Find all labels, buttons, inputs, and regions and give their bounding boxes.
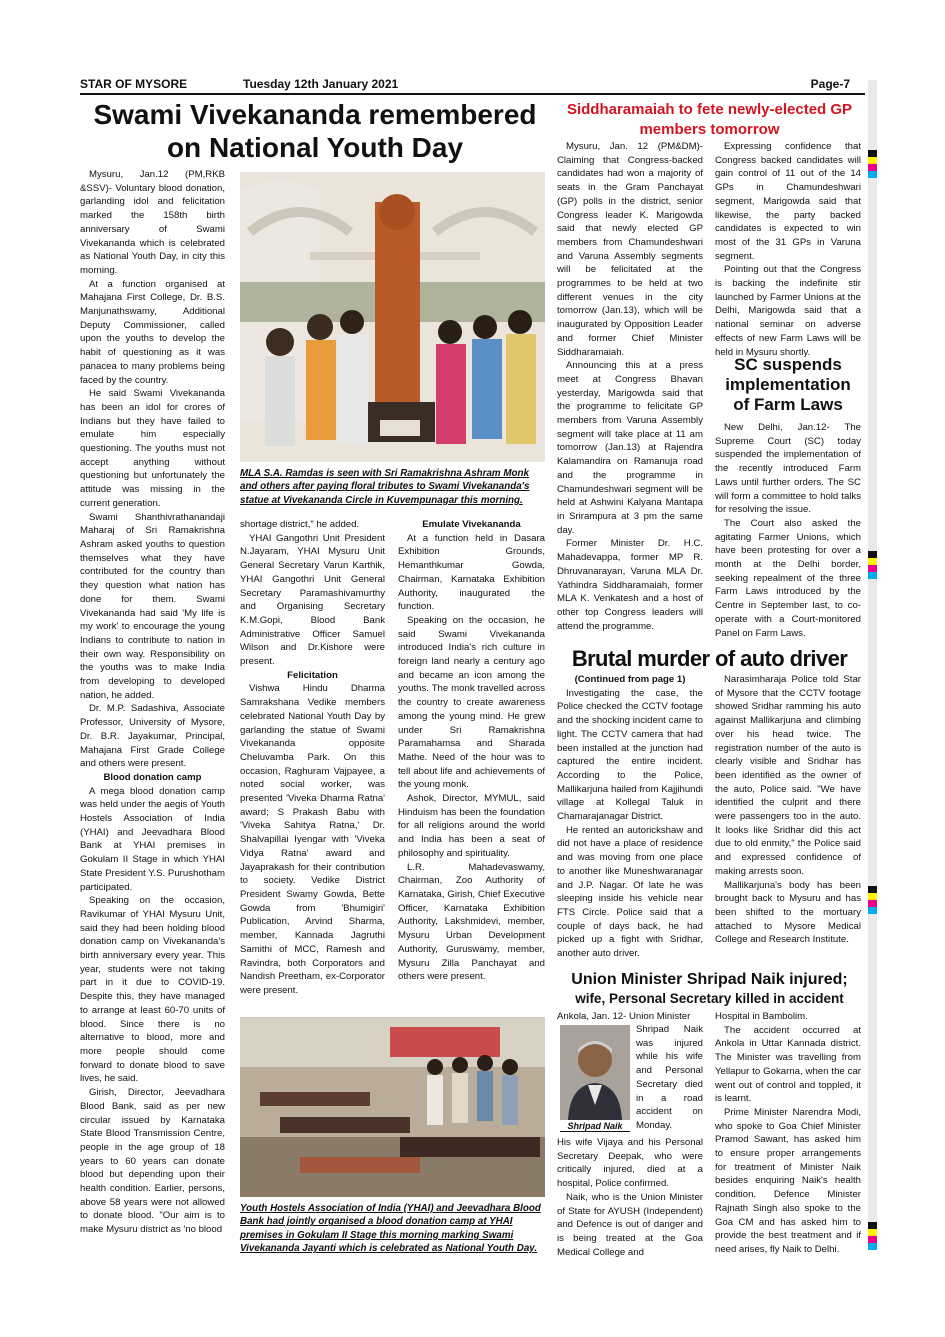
masthead bbox=[80, 77, 850, 91]
paragraph: Mysuru, Jan.12 (PM,RKB &SSV)- Voluntary blood donation, garlanding idol and felicitation marked the 158th birth anniversary of Swami Vivekananda which is celebrated as National Youth Day, in city this morning. bbox=[80, 169, 225, 276]
paragraph: The Court also asked the agitating Farmer Unions, which have been protesting for over a month at the Delhi border, seeking repealment of the three Farm Laws introduced by the Centre in September last, to co-operate with a Court-monitored Panel on Farm Laws. bbox=[715, 517, 861, 639]
paragraph: At a function held in Dasara Exhibition Grounds, Hemanthkumar Gowda, Chairman, Karnataka Exhibition Authority, inaugurated the function. bbox=[398, 532, 545, 613]
paragraph: Speaking on the occasion, he said Swami Vivekananda introduced India's rich culture in foreign land nearly a century ago and became an icon among the youths. The monk travelled across the country to create awareness among the young mind. He grew under Sri Ramakrishna Paramahamsa and Sharada Mathe. Need of the hour was to tell about life and achievements of the young monk. bbox=[398, 614, 545, 791]
paragraph: Narasimharaja Police told Star of Mysore that the CCTV footage showed Sridhar ramming his auto against Mallikarjuna and climbing over his head twice. The registration number of the auto is clearly visible and Sridhar has been identified as the owner of the auto, Police said. "We have identified the culprit and there were passengers too in the auto. It looks like Sridhar did this act due to old enmity," the Police said and expressed confidence of making arrests soon. bbox=[715, 674, 861, 877]
paragraph: He said Swami Vivekananda has been an idol for crores of Indians but they have failed to emulate him especially questioning. The youths must not accept anything without questioning but unfortunately the attitude was missing in the current generation. bbox=[80, 388, 225, 509]
paragraph: Dr. M.P. Sadashiva, Associate Professor, University of Mysore, Dr. B.R. Jayakumar, Principal, Mahajana First Grade College and others were present. bbox=[80, 703, 225, 770]
vivekananda-headline: Swami Vivekananda remembered on National Youth Day bbox=[93, 99, 537, 163]
photo-label: Shripad Naik bbox=[560, 1121, 630, 1132]
page-number: Page-7 bbox=[810, 77, 850, 91]
color-swatch-group bbox=[868, 886, 877, 914]
naik-beside-photo: Shripad Naik was injured while his wife and Personal Secretary died in a road accident on Monday. bbox=[636, 1024, 703, 1131]
paragraph: The accident occurred at Ankola in Uttar Kannada district. The Minister was travelling from Yellapur to Gokarna, when the car went out of control and toppled, it is learnt. bbox=[715, 1024, 861, 1105]
masthead-rule bbox=[80, 93, 865, 95]
paragraph: New Delhi, Jan.12- The Supreme Court (SC) today suspended the implementation of the recently introduced Farm Laws until further orders. The SC will form a committee to hold talks for resolving the issue. bbox=[715, 422, 861, 516]
paragraph: Swami Shanthivrathanandaji Maharaj of Sri Ramakrishna Ashram asked youths to question themselves what they have contributed for the country than they question what nation has done for them. Swami Vivekananda had said 'My life is my work' to encourage the young Indians to contribute to nation in their own way. Responsibility on the youths was to make India from developing to developed nation, he added. bbox=[80, 511, 225, 701]
naik-column-1 bbox=[557, 1136, 703, 1259]
naik-headline-1: Union Minister Shripad Naik injured; bbox=[571, 971, 848, 988]
color-swatch-group bbox=[868, 551, 877, 579]
paragraph: Speaking on the occasion, Ravikumar of YHAI Mysuru Unit, said they had been holding blood donation camp on Vivekananda's birth anniversary every year. This year, students were not taking part in it due to COVID-19. Despite this, they have managed to arrange at least 60-70 units of blood. Since there is no alternative to blood, more and more people should come forward to donate blood to save lives, he said. bbox=[80, 895, 225, 1085]
color-swatch-group bbox=[868, 1222, 877, 1250]
paragraph: At a function organised at Mahajana First College, Dr. B.S. Manjunathswamy, Additional Deputy Commissioner, called upon the youths to develop the habit of questioning as it was panacea to many problems being faced by the country. bbox=[80, 278, 225, 386]
naik-headline-2: wife, Personal Secretary killed in accident bbox=[575, 991, 844, 1006]
vivekananda-middle-column-a bbox=[240, 518, 385, 998]
portrait-illustration bbox=[560, 1025, 630, 1120]
paragraph: L.R. Mahadevaswamy, Chairman, Zoo Authority of Karnataka, Girish, Chief Executive Officer, Karnataka Exhibition Authority, Lakshmidevi, member, Mysuru Urban Development Authority, Guruswamy, member, Mysuru Zilla Panchayat and others were present. bbox=[398, 861, 545, 983]
subhead-emulate: Emulate Vivekananda bbox=[422, 519, 521, 530]
paragraph: Naik, who is the Union Minister of State for AYUSH (Independent) and Defence is out of danger and is being treated at the Goa Medical College and bbox=[557, 1191, 703, 1258]
sc-column bbox=[715, 421, 861, 640]
print-color-strip bbox=[868, 80, 877, 1250]
paragraph: Mallikarjuna's body has been brought back to Mysuru and has been shifted to the mortuary attached to Mysore Medical College and Research Institute. bbox=[715, 879, 861, 946]
paragraph: Hospital in Bambolim. bbox=[715, 1011, 808, 1022]
paragraph: Announcing this at a press meet at Congress Bhavan yesterday, Marigowda said that the programme to felicitate GP members from Varuna Assembly segment will take place at 11 am tomorrow (Jan.13) at Rajendra Kalamandira on Ramanuja road and the programme in Chamundeshwari segment will be held at Ashwini Kalyana Mantapa in Srirampura at 3 pm the same day. bbox=[557, 360, 703, 536]
statue-photo bbox=[240, 172, 545, 462]
paragraph: Vishwa Hindu Dharma Samrakshana Vedike members celebrated National Youth Day by garlanding the statue of Swami Vivekananda opposite Cheluvamba Park. On this occasion, Raghuram Vajpayee, a noted social worker, was presented 'Viveka Dharma Ratna' award; S Prakash Babu with 'Viveka Sahitya Ratna,' Dr. Shalvapillai Iyengar with 'Viveka Vidya Ratna' award and Jayaprakash for their contribution to society. Vedike District President Swamy Gowda, Bette Gowda from 'Bhumigiri' Publication, Arvind Sharma, member, Kannada Jagruthi Samithi of MCC, Ramesh and Ravindra, both Corporators and Nandish Preetham, ex-Corporator were present. bbox=[240, 683, 385, 996]
paragraph: YHAI Gangothri Unit President N.Jayaram, YHAI Mysuru Unit General Secretary Varun Karthik, YHAI Gangothri Unit General Secretary Paramashivamurthy and Organising Secretary K.M.Gopi, Blood Bank Administrative Officer Samuel Wilson and Dr.Kishore were present. bbox=[240, 532, 385, 668]
blood-camp-photo-caption: Youth Hostels Association of India (YHAI) and Jeevadhara Blood Bank had jointly organised a blood donation camp at YHAI premises in Gokulam II Stage this morning marking Swami Vivekananda Jayanti which is celebrated as National Youth Day. bbox=[240, 1203, 541, 1255]
vivekananda-left-column bbox=[80, 168, 225, 1237]
paragraph: Former Minister Dr. H.C. Mahadevappa, former MP R. Dhruvanarayan, Varuna MLA Dr. Yathindra Siddharamaiah, former MLA K. Venkatesh and a host of other top Congress leaders will attend the programme. bbox=[557, 538, 703, 632]
paragraph: Prime Minister Narendra Modi, who spoke to Goa Chief Minister Pramod Sawant, has asked him to ensure proper arrangements for treatment of Minister Naik besides enquiring Naik's health condition. Defence Minister Rajnath Singh also spoke to the Goa CM and has asked him to provide the best treatment and if need arises, fly Naik to Delhi. bbox=[715, 1106, 861, 1255]
murder-column-1 bbox=[557, 673, 703, 961]
siddaramaiah-column-1 bbox=[557, 140, 703, 633]
issue-date: Tuesday 12th January 2021 bbox=[243, 77, 399, 91]
naik-intro: Ankola, Jan. 12- Union Minister bbox=[557, 1011, 691, 1022]
naik-column-2 bbox=[715, 1010, 861, 1257]
statue-photo-illustration bbox=[240, 172, 545, 462]
paragraph: Mysuru, Jan. 12 (PM&DM)- Claiming that Congress-backed candidates had won a majority of seats in the Gram Panchayat (GP) polls in the district, senior Congress leader K. Marigowda said that newly elected GP members from Chamundeshwari and Varuna Assembly segments will be felicitated at the programmes to be held at two different venues in the city tomorrow (Jan.13), which will be inaugurated by Opposition Leader and former Chief Minister Siddharamaiah. bbox=[557, 141, 703, 358]
vivekananda-middle-column-b bbox=[398, 518, 545, 984]
siddaramaiah-column-2 bbox=[715, 140, 861, 359]
paragraph: He rented an autorickshaw and did not have a place of residence and was moving from one place to another like Muneshwaranagar and J.P. Nagar. Of late he was sleeping inside his vehicle near FTS Circle. Police said that a couple of days back, he had picked up a fight with Sridhar, another auto driver. bbox=[557, 824, 703, 960]
statue-photo-caption: MLA S.A. Ramdas is seen with Sri Ramakrishna Ashram Monk and others after paying floral tributes to Swami Vivekananda's statue at Vivekananda Circle in Kuvempunagar this morning. bbox=[240, 468, 530, 506]
continued-note: (Continued from page 1) bbox=[574, 674, 686, 685]
paragraph: Girish, Director, Jeevadhara Blood Bank, said as per new circular issued by Karnataka State Blood Transmission Centre, people in the age group of 18 years to 60 years can donate blood but depending upon their health condition. Earlier, persons, above 58 years were not allowed to donate blood. "Our aim is to make Mysuru district as 'no blood bbox=[80, 1087, 225, 1236]
murder-column-2 bbox=[715, 673, 861, 947]
subhead-felicitation: Felicitation bbox=[287, 669, 338, 681]
paragraph: A mega blood donation camp was held under the aegis of Youth Hostels Association of India (YHAI) and Jeevadhara Blood Bank at YHAI premises in Gokulam II Stage in which YHAI State President Y.S. Purushotham participated. bbox=[80, 785, 225, 893]
sc-headline: SC suspends implementation of Farm Laws bbox=[725, 355, 851, 414]
siddaramaiah-headline: Siddharamaiah to fete newly-elected GP members tomorrow bbox=[566, 101, 853, 138]
paragraph: His wife Vijaya and his Personal Secretary Deepak, who were critically injured, died at a hospital, Police confirmed. bbox=[557, 1137, 703, 1190]
paragraph: Investigating the case, the Police checked the CCTV footage and the shocking incident came to light. The CCTV camera that had been installed at the junction had captured the entire incident. According to the Police, Mallikarjuna hailed from Kajjihundi village at Kollegal Taluk in Chamarajanagar District. bbox=[557, 687, 703, 823]
blood-camp-photo bbox=[240, 1017, 545, 1197]
paragraph: Ashok, Director, MYMUL, said Hinduism has been the foundation for all religions around the world and India has been a seat of philosophy and spirituality. bbox=[398, 793, 545, 859]
paragraph: shortage district," he added. bbox=[240, 519, 360, 530]
subhead-blood-donation: Blood donation camp bbox=[103, 771, 202, 783]
shripad-naik-photo bbox=[560, 1025, 630, 1120]
murder-headline: Brutal murder of auto driver bbox=[571, 646, 848, 671]
paragraph: Pointing out that the Congress is backing the indefinite stir launched by Farmer Unions at the Delhi, Marigowda said that a national seminar on adverse effects of new Farm Laws will be held in Mysuru shortly. bbox=[715, 264, 861, 358]
paragraph: Expressing confidence that Congress backed candidates will gain control of 11 out of the 14 GPs in Chamundeshwari segment, Marigowda said that likewise, the party backed candidates is expected to win most of the 31 GPs in Varuna segment. bbox=[715, 141, 861, 262]
blood-camp-photo-illustration bbox=[240, 1017, 545, 1197]
color-swatch-group bbox=[868, 150, 877, 178]
paper-name: STAR OF MYSORE bbox=[80, 77, 188, 91]
